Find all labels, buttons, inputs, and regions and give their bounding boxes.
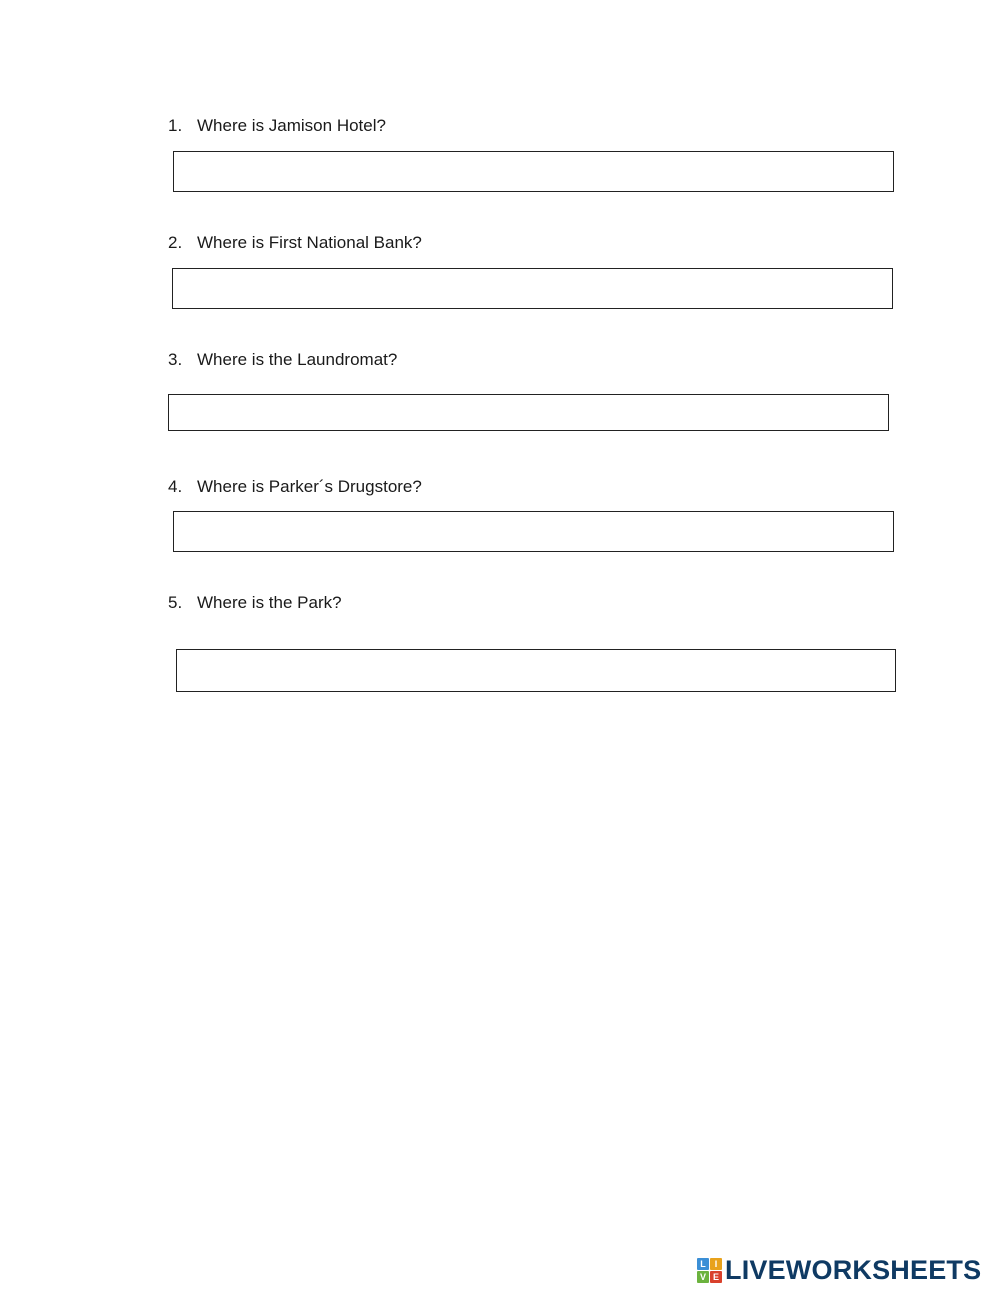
question-number: 4. xyxy=(168,477,183,496)
question-text: Where is the Park? xyxy=(197,593,342,612)
answer-box-3[interactable] xyxy=(168,394,889,431)
question-text: Where is Parker´s Drugstore? xyxy=(197,477,422,496)
question-text: Where is the Laundromat? xyxy=(197,350,398,369)
question-text: Where is First National Bank? xyxy=(197,233,422,252)
answer-box-4[interactable] xyxy=(173,511,894,552)
answer-box-2[interactable] xyxy=(172,268,893,309)
question-number: 5. xyxy=(168,593,183,612)
logo-blocks-icon xyxy=(697,1258,722,1283)
question-number: 1. xyxy=(168,116,183,135)
question-2 xyxy=(168,233,422,253)
answer-box-5[interactable] xyxy=(176,649,896,692)
logo-block: L xyxy=(697,1258,709,1270)
question-number: 3. xyxy=(168,350,183,369)
question-3 xyxy=(168,350,397,370)
logo-wordmark: LIVEWORKSHEETS xyxy=(725,1254,982,1285)
answer-box-1[interactable] xyxy=(173,151,894,192)
question-5 xyxy=(168,593,342,613)
logo-block: E xyxy=(710,1271,722,1283)
question-text: Where is Jamison Hotel? xyxy=(197,116,386,135)
question-number: 2. xyxy=(168,233,183,252)
liveworksheets-logo xyxy=(697,1255,981,1285)
question-1 xyxy=(168,116,386,136)
question-4 xyxy=(168,477,422,497)
logo-block: V xyxy=(697,1271,709,1283)
logo-block: I xyxy=(710,1258,722,1270)
